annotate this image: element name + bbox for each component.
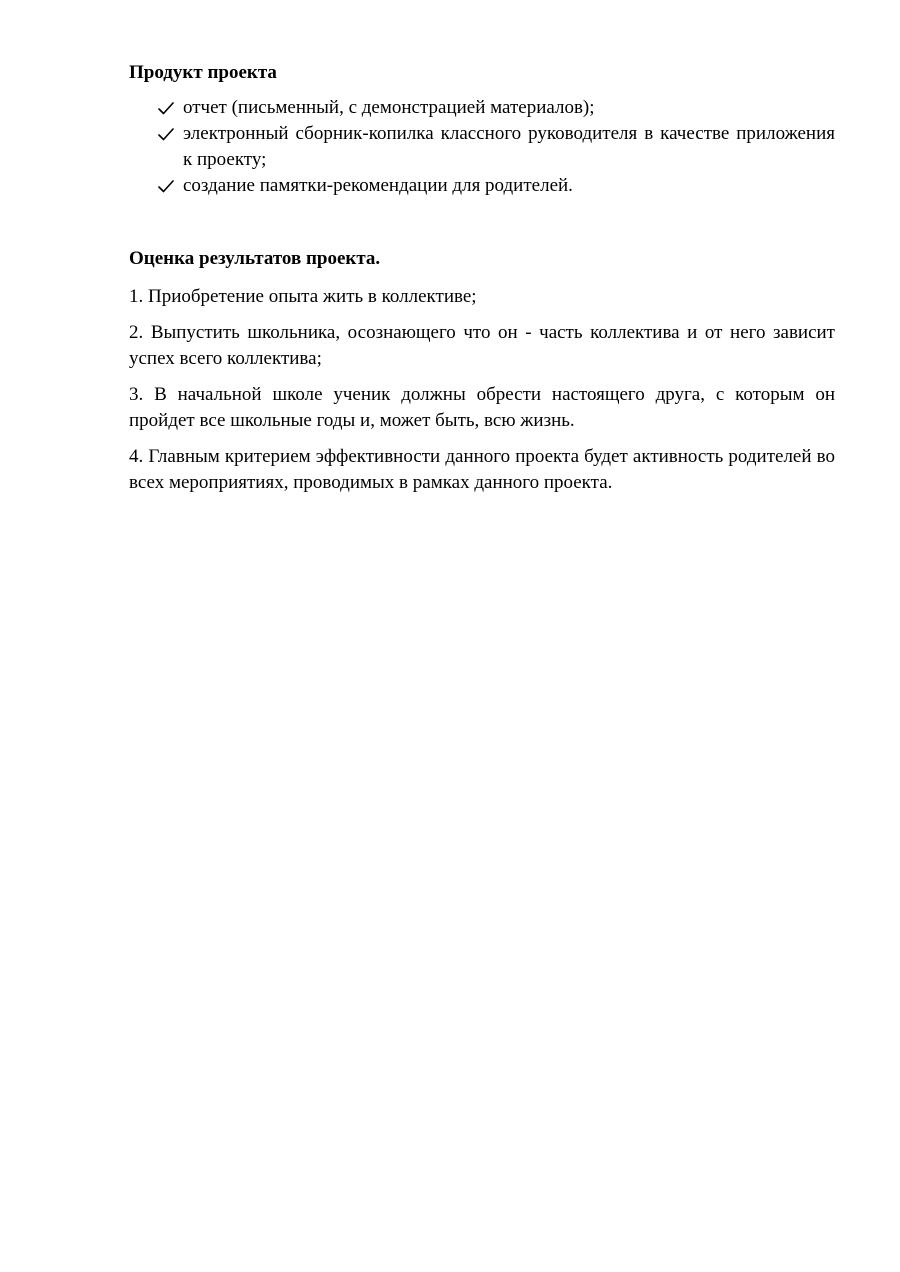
evaluation-paragraph: 2. Выпустить школьника, осознающего что он - часть коллектива и от него зависит успех всего коллектива; — [129, 322, 835, 369]
list-item-text: отчет (письменный, с демонстрацией материалов); — [183, 97, 595, 118]
list-item — [129, 95, 835, 121]
check-mark-icon — [158, 121, 174, 147]
evaluation-paragraph: 1. Приобретение опыта жить в коллективе; — [129, 286, 477, 307]
section-heading-evaluation: Оценка результатов проекта. — [129, 248, 381, 269]
list-item — [129, 173, 835, 199]
list-item-text: создание памятки-рекомендации для родителей. — [183, 175, 573, 196]
page-content — [129, 60, 835, 496]
check-mark-icon — [158, 173, 174, 199]
list-item-text: электронный сборник-копилка классного руководителя в качестве приложения к проекту; — [183, 123, 835, 170]
section-heading-product: Продукт проекта — [129, 62, 277, 83]
product-list — [129, 95, 835, 199]
check-mark-icon — [158, 95, 174, 121]
evaluation-paragraph: 4. Главным критерием эффективности данного проекта будет активность родителей во всех мероприятиях, проводимых в рамках данного проекта. — [129, 446, 835, 493]
evaluation-paragraph: 3. В начальной школе ученик должны обрести настоящего друга, с которым он пройдет все школьные годы и, может быть, всю жизнь. — [129, 384, 835, 431]
list-item — [129, 121, 835, 173]
